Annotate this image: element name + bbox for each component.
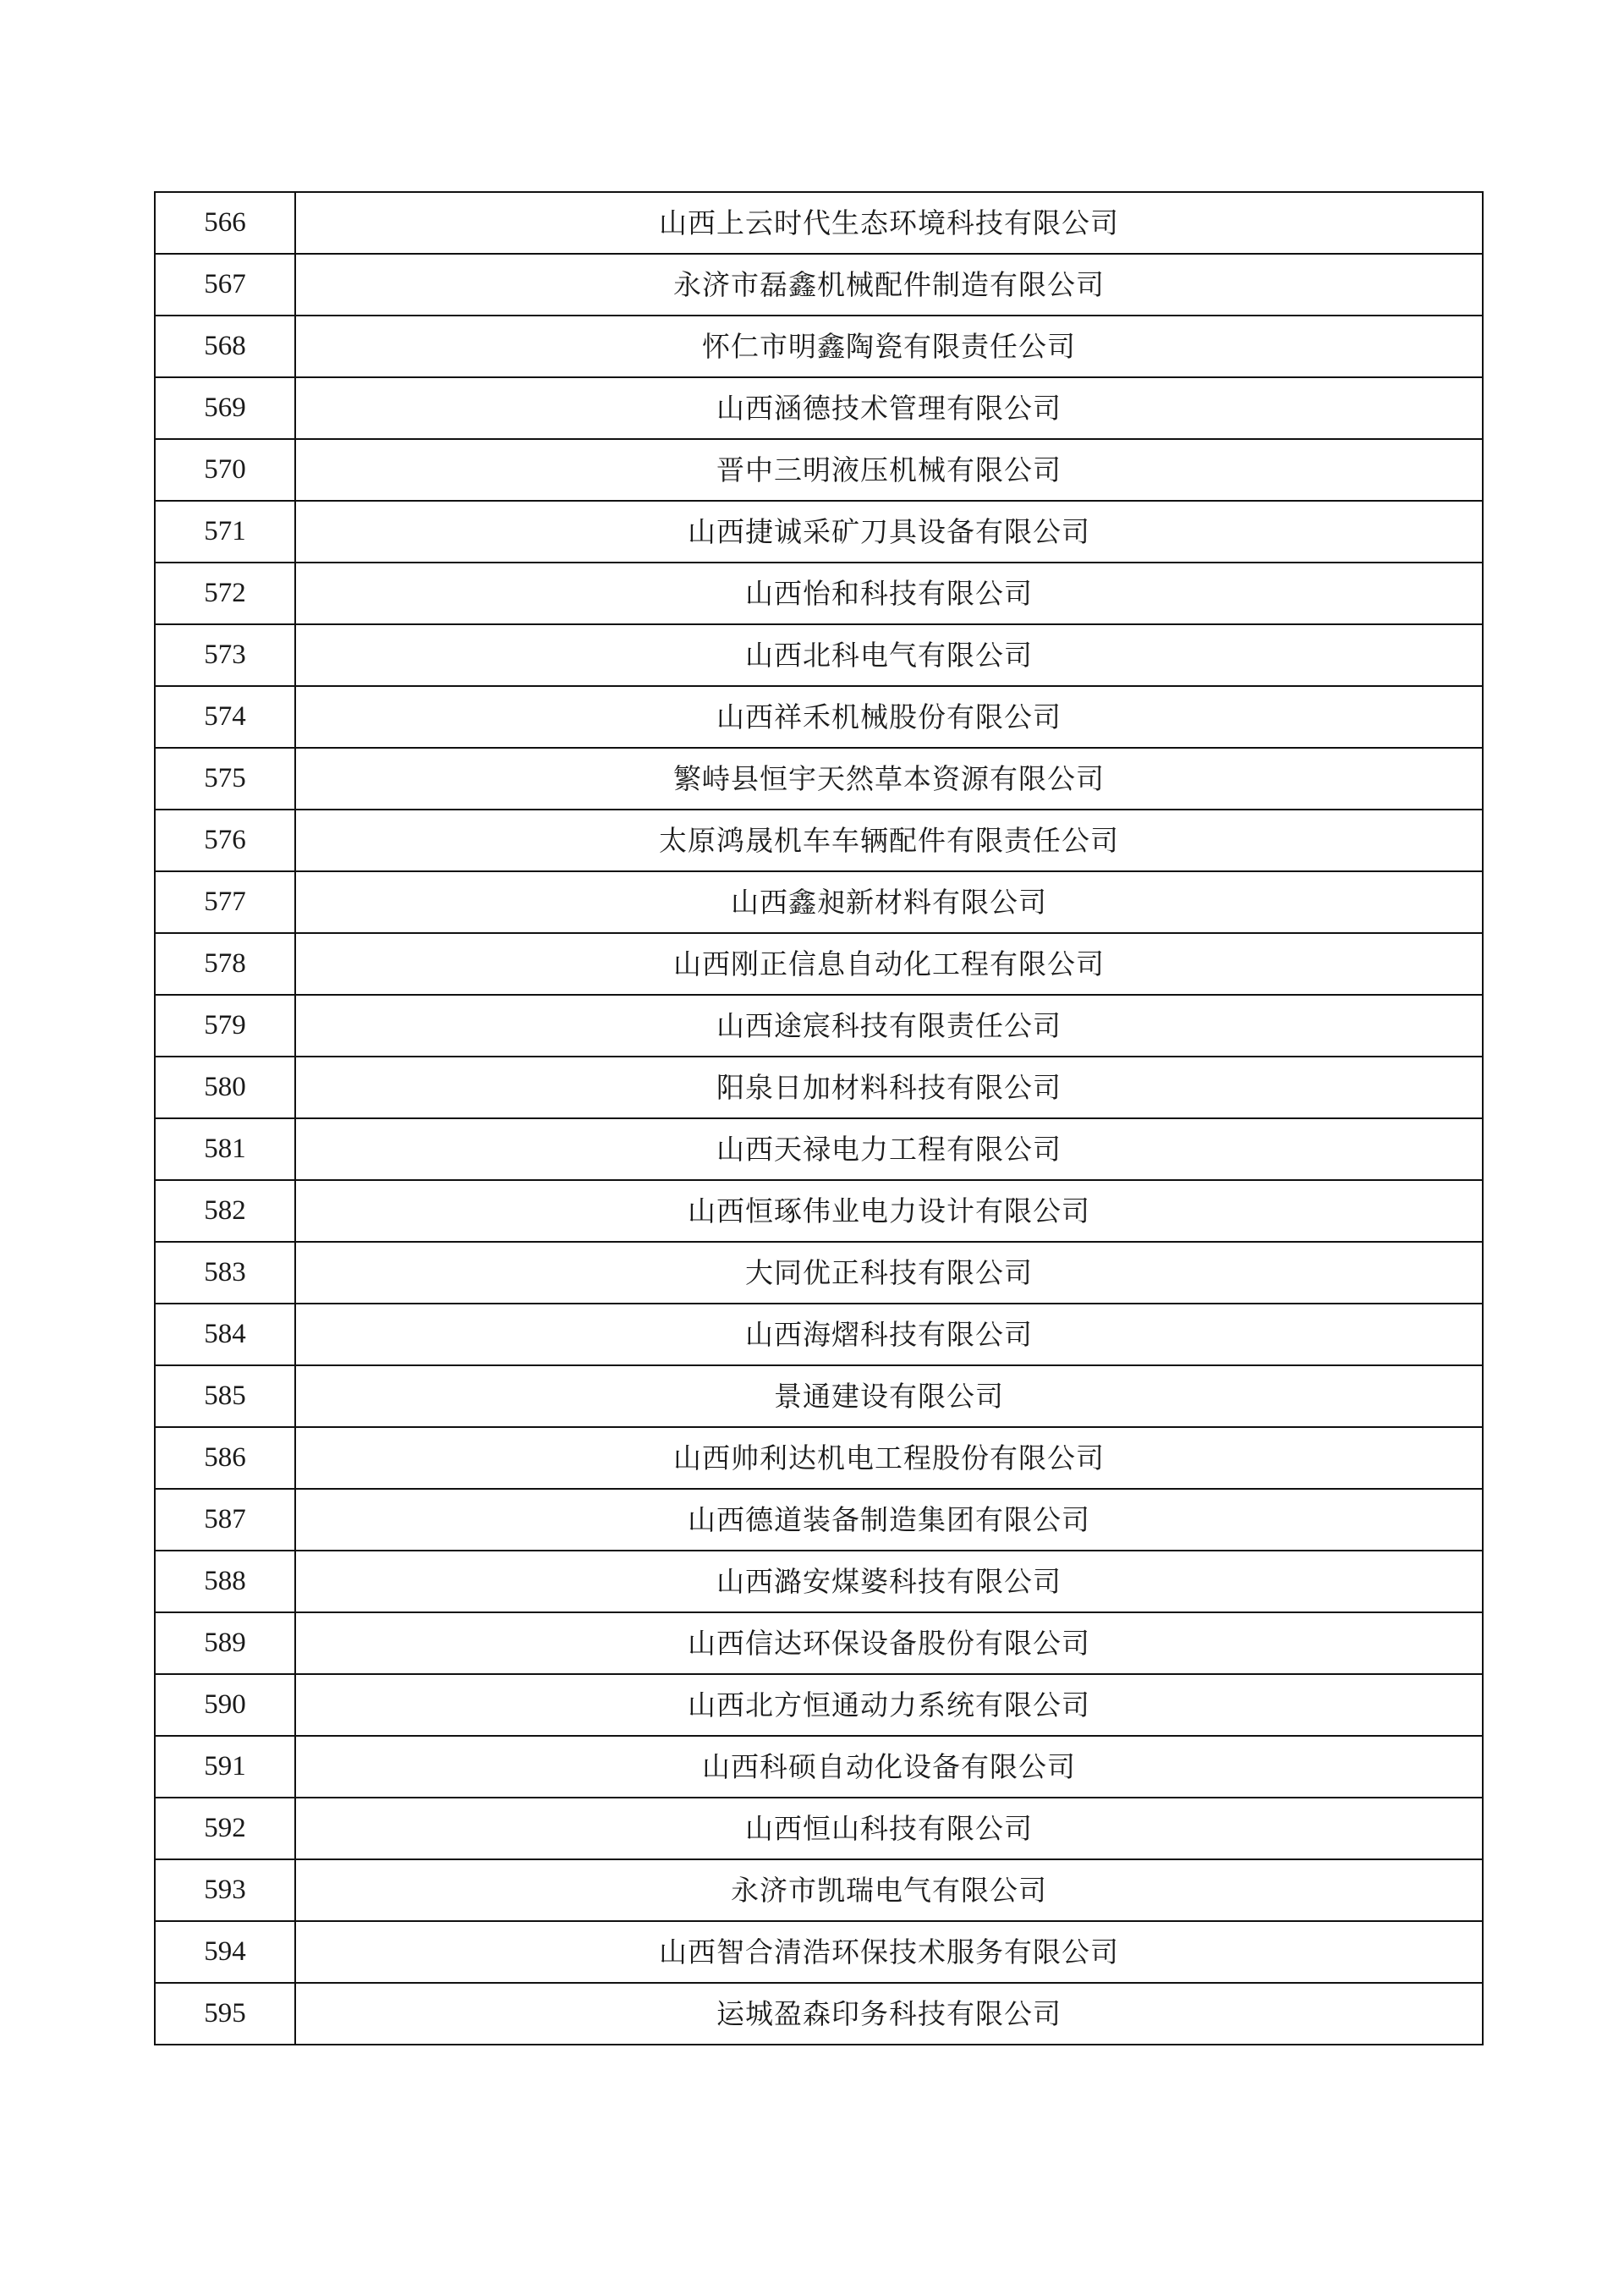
- company-name-cell: 山西怡和科技有限公司: [295, 563, 1483, 624]
- company-name-cell: 山西智合清浩环保技术服务有限公司: [295, 1921, 1483, 1983]
- table-row: [155, 254, 1483, 316]
- row-index-cell: 570: [155, 439, 295, 501]
- company-name-cell: 山西海熠科技有限公司: [295, 1304, 1483, 1365]
- table-row: [155, 871, 1483, 933]
- table-row: [155, 1304, 1483, 1365]
- table-row: [155, 439, 1483, 501]
- company-name-cell: 山西帅利达机电工程股份有限公司: [295, 1427, 1483, 1489]
- company-name-cell: 山西信达环保设备股份有限公司: [295, 1612, 1483, 1674]
- row-index-cell: 583: [155, 1242, 295, 1304]
- table-row: [155, 1427, 1483, 1489]
- row-index-cell: 568: [155, 316, 295, 377]
- table-row: [155, 1798, 1483, 1859]
- row-index-cell: 591: [155, 1736, 295, 1798]
- table-body: [155, 192, 1483, 2045]
- row-index-cell: 581: [155, 1118, 295, 1180]
- table-row: [155, 995, 1483, 1057]
- company-name-cell: 晋中三明液压机械有限公司: [295, 439, 1483, 501]
- row-index-cell: 586: [155, 1427, 295, 1489]
- table-row: [155, 748, 1483, 810]
- company-name-cell: 太原鸿晟机车车辆配件有限责任公司: [295, 810, 1483, 871]
- table-row: [155, 377, 1483, 439]
- company-name-cell: 怀仁市明鑫陶瓷有限责任公司: [295, 316, 1483, 377]
- table-row: [155, 1736, 1483, 1798]
- table-row: [155, 1180, 1483, 1242]
- company-name-cell: 山西德道装备制造集团有限公司: [295, 1489, 1483, 1551]
- row-index-cell: 590: [155, 1674, 295, 1736]
- company-name-cell: 山西涵德技术管理有限公司: [295, 377, 1483, 439]
- row-index-cell: 574: [155, 686, 295, 748]
- row-index-cell: 592: [155, 1798, 295, 1859]
- company-name-cell: 山西北科电气有限公司: [295, 624, 1483, 686]
- company-name-cell: 运城盈森印务科技有限公司: [295, 1983, 1483, 2045]
- table-row: [155, 1859, 1483, 1921]
- row-index-cell: 594: [155, 1921, 295, 1983]
- table-row: [155, 1921, 1483, 1983]
- company-name-cell: 永济市磊鑫机械配件制造有限公司: [295, 254, 1483, 316]
- company-name-cell: 山西捷诚采矿刀具设备有限公司: [295, 501, 1483, 563]
- table-row: [155, 1365, 1483, 1427]
- company-name-cell: 山西科硕自动化设备有限公司: [295, 1736, 1483, 1798]
- row-index-cell: 569: [155, 377, 295, 439]
- row-index-cell: 588: [155, 1551, 295, 1612]
- row-index-cell: 579: [155, 995, 295, 1057]
- row-index-cell: 589: [155, 1612, 295, 1674]
- company-name-cell: 繁峙县恒宇天然草本资源有限公司: [295, 748, 1483, 810]
- table-row: [155, 933, 1483, 995]
- company-name-cell: 山西北方恒通动力系统有限公司: [295, 1674, 1483, 1736]
- company-name-cell: 永济市凯瑞电气有限公司: [295, 1859, 1483, 1921]
- row-index-cell: 578: [155, 933, 295, 995]
- row-index-cell: 595: [155, 1983, 295, 2045]
- row-index-cell: 571: [155, 501, 295, 563]
- company-name-cell: 山西恒山科技有限公司: [295, 1798, 1483, 1859]
- row-index-cell: 567: [155, 254, 295, 316]
- table-row: [155, 1489, 1483, 1551]
- company-name-cell: 阳泉日加材料科技有限公司: [295, 1057, 1483, 1118]
- row-index-cell: 585: [155, 1365, 295, 1427]
- company-name-cell: 大同优正科技有限公司: [295, 1242, 1483, 1304]
- table-row: [155, 563, 1483, 624]
- table-row: [155, 192, 1483, 254]
- row-index-cell: 580: [155, 1057, 295, 1118]
- row-index-cell: 593: [155, 1859, 295, 1921]
- company-list-table: [154, 191, 1484, 2045]
- company-name-cell: 山西途宸科技有限责任公司: [295, 995, 1483, 1057]
- row-index-cell: 566: [155, 192, 295, 254]
- company-name-cell: 山西祥禾机械股份有限公司: [295, 686, 1483, 748]
- row-index-cell: 582: [155, 1180, 295, 1242]
- row-index-cell: 584: [155, 1304, 295, 1365]
- row-index-cell: 572: [155, 563, 295, 624]
- table-row: [155, 1612, 1483, 1674]
- table-row: [155, 810, 1483, 871]
- table-row: [155, 316, 1483, 377]
- table-row: [155, 1242, 1483, 1304]
- table-row: [155, 1118, 1483, 1180]
- company-name-cell: 山西刚正信息自动化工程有限公司: [295, 933, 1483, 995]
- company-name-cell: 山西恒琢伟业电力设计有限公司: [295, 1180, 1483, 1242]
- table-row: [155, 1983, 1483, 2045]
- company-name-cell: 山西天禄电力工程有限公司: [295, 1118, 1483, 1180]
- company-name-cell: 山西鑫昶新材料有限公司: [295, 871, 1483, 933]
- table-row: [155, 686, 1483, 748]
- row-index-cell: 573: [155, 624, 295, 686]
- table-row: [155, 1551, 1483, 1612]
- table-row: [155, 501, 1483, 563]
- table-row: [155, 624, 1483, 686]
- table-row: [155, 1674, 1483, 1736]
- company-name-cell: 山西潞安煤婆科技有限公司: [295, 1551, 1483, 1612]
- row-index-cell: 577: [155, 871, 295, 933]
- row-index-cell: 575: [155, 748, 295, 810]
- row-index-cell: 576: [155, 810, 295, 871]
- table-row: [155, 1057, 1483, 1118]
- company-name-cell: 景通建设有限公司: [295, 1365, 1483, 1427]
- row-index-cell: 587: [155, 1489, 295, 1551]
- company-name-cell: 山西上云时代生态环境科技有限公司: [295, 192, 1483, 254]
